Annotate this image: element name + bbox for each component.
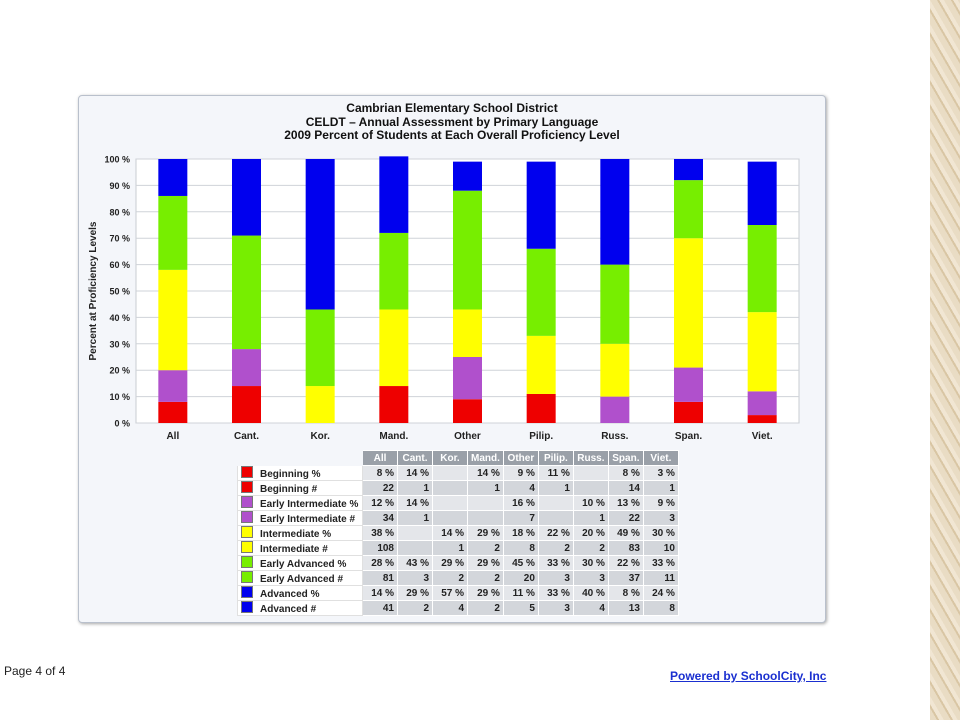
- y-tick-label: 30 %: [109, 339, 130, 350]
- table-cell: 9 %: [503, 466, 538, 481]
- bar-segment: [453, 357, 482, 399]
- table-cell: 22 %: [538, 526, 573, 541]
- row-label: Early Intermediate %: [260, 499, 359, 510]
- table-cell: 3: [538, 601, 573, 616]
- bar-segment: [674, 180, 703, 238]
- table-cell: 2: [433, 571, 468, 586]
- table-cell: 1: [538, 481, 573, 496]
- y-tick-label: 70 %: [109, 233, 130, 244]
- bar-segment: [232, 386, 261, 423]
- y-tick-label: 90 %: [109, 180, 130, 191]
- column-header: Viet.: [643, 451, 678, 466]
- table-cell: 29 %: [468, 586, 504, 601]
- table-cell: 30 %: [643, 526, 678, 541]
- table-cell: 33 %: [538, 556, 573, 571]
- bar-segment: [453, 191, 482, 310]
- row-label: Beginning %: [260, 469, 321, 480]
- y-tick-label: 40 %: [109, 312, 130, 323]
- bar-segment: [527, 249, 556, 336]
- chart-title-line1: Cambrian Elementary School District: [346, 101, 558, 115]
- legend-swatch: [241, 496, 253, 508]
- table-row: [238, 496, 679, 511]
- row-label-cell: [238, 496, 363, 511]
- column-header: Russ.: [573, 451, 608, 466]
- bar-segment: [600, 344, 629, 397]
- table-row: [238, 586, 679, 601]
- table-cell: 30 %: [573, 556, 608, 571]
- table-cell: 14 %: [398, 496, 433, 511]
- page-indicator: Page 4 of 4: [4, 664, 66, 678]
- legend-swatch: [241, 601, 253, 613]
- bar-segment: [600, 265, 629, 344]
- table-row: [238, 571, 679, 586]
- bar-segment: [674, 238, 703, 367]
- table-cell: 29 %: [398, 586, 433, 601]
- table-header-row: [238, 451, 679, 466]
- bar-segment: [379, 386, 408, 423]
- table-cell: 20: [503, 571, 538, 586]
- table-cell: 14: [608, 481, 643, 496]
- x-tick-label: Cant.: [234, 431, 259, 442]
- row-label-cell: [238, 481, 363, 496]
- table-cell: 108: [363, 541, 398, 556]
- table-cell: 11: [643, 571, 678, 586]
- table-cell: 3: [573, 571, 608, 586]
- row-label: Early Intermediate #: [260, 514, 356, 525]
- x-tick-label: Mand.: [379, 431, 409, 442]
- table-row: [238, 526, 679, 541]
- bar-segment: [232, 349, 261, 386]
- table-cell: 81: [363, 571, 398, 586]
- data-table: [237, 450, 679, 616]
- x-tick-label: Pilip.: [529, 431, 554, 442]
- table-row: [238, 556, 679, 571]
- bar-segment: [748, 312, 777, 391]
- table-cell: 10 %: [573, 496, 608, 511]
- column-header: Cant.: [398, 451, 433, 466]
- table-cell: 14 %: [468, 466, 504, 481]
- table-cell: 16 %: [503, 496, 538, 511]
- decorative-wood-strip: [930, 0, 960, 720]
- table-cell: 3: [643, 511, 678, 526]
- x-tick-label: Other: [454, 431, 481, 442]
- table-cell: 49 %: [608, 526, 643, 541]
- bar-segment: [674, 368, 703, 402]
- table-cell: [433, 466, 468, 481]
- table-cell: 22: [608, 511, 643, 526]
- table-cell: 4: [573, 601, 608, 616]
- legend-swatch: [241, 511, 253, 523]
- table-cell: 5: [503, 601, 538, 616]
- table-cell: 8 %: [363, 466, 398, 481]
- table-cell: [573, 466, 608, 481]
- table-cell: [398, 526, 433, 541]
- bar-segment: [600, 159, 629, 265]
- bar-segment: [748, 225, 777, 312]
- table-cell: 1: [398, 511, 433, 526]
- table-cell: 10: [643, 541, 678, 556]
- table-cell: 43 %: [398, 556, 433, 571]
- table-cell: 29 %: [433, 556, 468, 571]
- x-tick-label: Viet.: [751, 431, 773, 442]
- row-label: Intermediate %: [260, 529, 332, 540]
- bar-segment: [158, 402, 187, 423]
- chart-panel: [78, 95, 826, 623]
- table-cell: 4: [503, 481, 538, 496]
- table-cell: 14 %: [433, 526, 468, 541]
- column-header: All: [363, 451, 398, 466]
- table-cell: 11 %: [538, 466, 573, 481]
- table-cell: 8 %: [608, 466, 643, 481]
- y-tick-label: 20 %: [109, 365, 130, 376]
- table-cell: 33 %: [643, 556, 678, 571]
- table-cell: [433, 496, 468, 511]
- y-tick-label: 100 %: [104, 154, 130, 165]
- table-cell: 20 %: [573, 526, 608, 541]
- table-cell: 28 %: [363, 556, 398, 571]
- column-header: Kor.: [433, 451, 468, 466]
- table-cell: 3: [398, 571, 433, 586]
- bar-segment: [232, 236, 261, 350]
- row-label: Advanced %: [260, 589, 320, 600]
- table-cell: 1: [573, 511, 608, 526]
- bar-segment: [748, 162, 777, 225]
- table-cell: 13: [608, 601, 643, 616]
- table-cell: 38 %: [363, 526, 398, 541]
- legend-swatch: [241, 466, 253, 478]
- table-row: [238, 511, 679, 526]
- row-label: Advanced #: [260, 604, 317, 615]
- table-cell: 8: [503, 541, 538, 556]
- table-cell: 14 %: [398, 466, 433, 481]
- table-cell: 37: [608, 571, 643, 586]
- table-cell: 11 %: [503, 586, 538, 601]
- table-cell: 2: [573, 541, 608, 556]
- chart-title-line2: CELDT – Annual Assessment by Primary Language: [305, 114, 599, 129]
- bar-segment: [379, 156, 408, 233]
- row-label-cell: [238, 556, 363, 571]
- row-label-cell: [238, 541, 363, 556]
- powered-by-link[interactable]: Powered by SchoolCity, Inc: [670, 669, 827, 683]
- bar-segment: [158, 159, 187, 196]
- bar-segment: [453, 309, 482, 357]
- table-body: [238, 466, 679, 616]
- table-cell: 18 %: [503, 526, 538, 541]
- bar-segment: [158, 370, 187, 402]
- table-cell: [538, 496, 573, 511]
- table-row: [238, 466, 679, 481]
- row-label: Early Advanced %: [260, 559, 347, 570]
- row-label-cell: [238, 466, 363, 481]
- table-cell: [468, 496, 504, 511]
- table-cell: 1: [398, 481, 433, 496]
- table-cell: 83: [608, 541, 643, 556]
- bar-segment: [158, 196, 187, 270]
- table-cell: [433, 481, 468, 496]
- table-cell: [433, 511, 468, 526]
- legend-swatch: [241, 571, 253, 583]
- column-header: Span.: [608, 451, 643, 466]
- row-label: Intermediate #: [260, 544, 328, 555]
- legend-swatch: [241, 526, 253, 538]
- table-cell: 13 %: [608, 496, 643, 511]
- table-cell: 3 %: [643, 466, 678, 481]
- y-tick-label: 50 %: [109, 286, 130, 297]
- table-cell: [538, 511, 573, 526]
- bar-segment: [600, 397, 629, 423]
- y-tick-label: 10 %: [109, 392, 130, 403]
- y-tick-label: 80 %: [109, 207, 130, 218]
- table-cell: 57 %: [433, 586, 468, 601]
- x-tick-label: Kor.: [310, 431, 330, 442]
- table-cell: 12 %: [363, 496, 398, 511]
- table-cell: [573, 481, 608, 496]
- table-cell: 2: [538, 541, 573, 556]
- table-cell: 45 %: [503, 556, 538, 571]
- table-cell: 8: [643, 601, 678, 616]
- table-cell: 22 %: [608, 556, 643, 571]
- bar-segment: [748, 415, 777, 423]
- bar-segment: [527, 394, 556, 423]
- row-label: Beginning #: [260, 484, 318, 495]
- y-tick-label: 0 %: [114, 418, 130, 429]
- bar-segment: [453, 399, 482, 423]
- table-cell: 2: [468, 541, 504, 556]
- table-cell: 24 %: [643, 586, 678, 601]
- legend-swatch: [241, 586, 253, 598]
- table-row: [238, 481, 679, 496]
- table-cell: 33 %: [538, 586, 573, 601]
- bar-segment: [379, 309, 408, 386]
- bar-segment: [306, 309, 335, 386]
- column-header: Pilip.: [538, 451, 573, 466]
- table-corner: [238, 451, 363, 466]
- bar-segment: [527, 162, 556, 249]
- column-header: Mand.: [468, 451, 504, 466]
- table-cell: 2: [468, 601, 504, 616]
- x-tick-label: All: [166, 431, 180, 442]
- column-header: Other: [503, 451, 538, 466]
- table-row: [238, 601, 679, 616]
- bar-segment: [379, 233, 408, 310]
- legend-swatch: [241, 541, 253, 553]
- y-tick-label: 60 %: [109, 260, 130, 271]
- x-tick-label: Russ.: [601, 431, 629, 442]
- table-cell: 29 %: [468, 556, 504, 571]
- table-cell: 3: [538, 571, 573, 586]
- table-cell: 40 %: [573, 586, 608, 601]
- row-label-cell: [238, 601, 363, 616]
- table-cell: 7: [503, 511, 538, 526]
- bar-segment: [748, 391, 777, 415]
- legend-swatch: [241, 481, 253, 493]
- table-cell: 14 %: [363, 586, 398, 601]
- table-cell: 29 %: [468, 526, 504, 541]
- table-cell: [398, 541, 433, 556]
- table-row: [238, 541, 679, 556]
- bar-segment: [674, 159, 703, 180]
- table-cell: 1: [643, 481, 678, 496]
- table-cell: 9 %: [643, 496, 678, 511]
- bar-segment: [453, 162, 482, 191]
- row-label-cell: [238, 571, 363, 586]
- table-cell: 41: [363, 601, 398, 616]
- table-cell: 1: [468, 481, 504, 496]
- table-cell: 2: [468, 571, 504, 586]
- bar-segment: [306, 386, 335, 423]
- stacked-bar-chart: [79, 96, 825, 446]
- table-cell: [468, 511, 504, 526]
- table-cell: 34: [363, 511, 398, 526]
- bar-segment: [306, 159, 335, 309]
- chart-title-line3: 2009 Percent of Students at Each Overall Proficiency Level: [284, 128, 620, 142]
- row-label-cell: [238, 586, 363, 601]
- table-cell: 2: [398, 601, 433, 616]
- y-axis-label: Percent at Proficiency Levels: [88, 221, 99, 361]
- table-cell: 4: [433, 601, 468, 616]
- bar-segment: [674, 402, 703, 423]
- table-cell: 1: [433, 541, 468, 556]
- row-label-cell: [238, 511, 363, 526]
- table-cell: 22: [363, 481, 398, 496]
- bar-segment: [527, 336, 556, 394]
- bar-segment: [158, 270, 187, 370]
- bar-segment: [232, 159, 261, 236]
- legend-swatch: [241, 556, 253, 568]
- row-label: Early Advanced #: [260, 574, 344, 585]
- table-cell: 8 %: [608, 586, 643, 601]
- row-label-cell: [238, 526, 363, 541]
- x-tick-label: Span.: [674, 431, 703, 442]
